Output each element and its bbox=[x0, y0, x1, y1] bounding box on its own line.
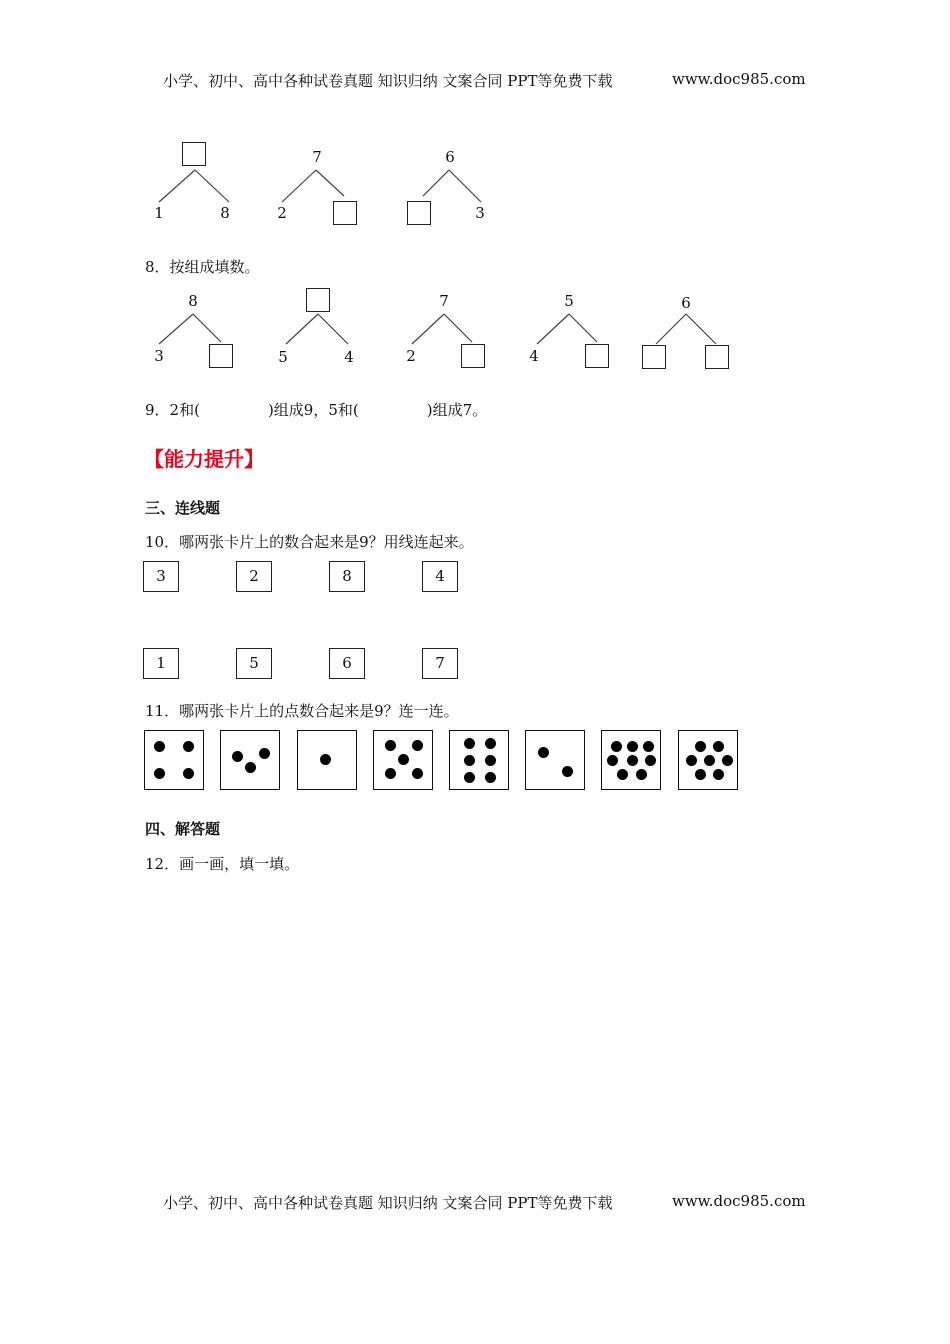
number-card[interactable]: 1 bbox=[143, 648, 179, 679]
answer-box[interactable] bbox=[333, 201, 357, 225]
dot bbox=[722, 755, 733, 766]
header-left-text: 小学、初中、高中各种试卷真题 知识归纳 文案合同 PPT等免费下载 bbox=[163, 72, 613, 90]
answer-box[interactable] bbox=[705, 345, 729, 369]
number-tree bbox=[403, 140, 503, 232]
question-12-label: 12．画一画，填一填。 bbox=[145, 855, 300, 873]
number-card[interactable]: 8 bbox=[329, 561, 365, 592]
dot-card[interactable] bbox=[373, 730, 433, 790]
dot bbox=[154, 768, 165, 779]
dot bbox=[385, 740, 396, 751]
tree-top-number: 5 bbox=[564, 292, 574, 310]
dot bbox=[464, 738, 475, 749]
footer-right-text: www.doc985.com bbox=[672, 1192, 806, 1210]
dot bbox=[562, 766, 573, 777]
dot-card[interactable] bbox=[297, 730, 357, 790]
dot bbox=[645, 755, 656, 766]
dot bbox=[183, 768, 194, 779]
number-card[interactable]: 4 bbox=[422, 561, 458, 592]
dot bbox=[412, 740, 423, 751]
tree-top-number: 8 bbox=[188, 292, 198, 310]
dot bbox=[713, 769, 724, 780]
dot bbox=[704, 755, 715, 766]
number-tree bbox=[400, 288, 500, 380]
answer-box[interactable] bbox=[209, 344, 233, 368]
dot bbox=[154, 741, 165, 752]
tree-left-number: 3 bbox=[154, 347, 164, 365]
answer-box[interactable] bbox=[461, 344, 485, 368]
number-card[interactable]: 2 bbox=[236, 561, 272, 592]
dot-card[interactable] bbox=[449, 730, 509, 790]
number-tree bbox=[523, 288, 623, 380]
dot bbox=[617, 769, 628, 780]
dot bbox=[232, 751, 243, 762]
q9-part1: 9．2和( bbox=[145, 401, 200, 419]
tree-right-number: 4 bbox=[344, 348, 354, 366]
question-10-label: 10．哪两张卡片上的数合起来是9？用线连起来。 bbox=[145, 533, 474, 551]
number-tree bbox=[147, 288, 247, 380]
dot bbox=[627, 755, 638, 766]
number-card[interactable]: 5 bbox=[236, 648, 272, 679]
dot bbox=[464, 755, 475, 766]
number-card[interactable]: 3 bbox=[143, 561, 179, 592]
dot-card[interactable] bbox=[220, 730, 280, 790]
question-9 bbox=[145, 399, 487, 420]
dot bbox=[695, 769, 706, 780]
dot-card[interactable] bbox=[678, 730, 738, 790]
tree-top-number: 7 bbox=[312, 148, 322, 166]
section-three-heading: 三、连线题 bbox=[145, 499, 221, 517]
dot bbox=[464, 772, 475, 783]
answer-box[interactable] bbox=[182, 142, 206, 166]
dot bbox=[643, 741, 654, 752]
q9-part2: )组成9，5和( bbox=[267, 401, 359, 419]
dot bbox=[713, 741, 724, 752]
dot bbox=[320, 754, 331, 765]
dot bbox=[398, 754, 409, 765]
dot bbox=[485, 738, 496, 749]
dot-card[interactable] bbox=[525, 730, 585, 790]
number-tree bbox=[270, 140, 370, 232]
tree-top-number: 6 bbox=[681, 294, 691, 312]
tree-left-number: 1 bbox=[154, 204, 164, 222]
answer-box[interactable] bbox=[642, 345, 666, 369]
section-ability-heading: 【能力提升】 bbox=[144, 447, 264, 471]
tree-left-number: 2 bbox=[277, 204, 287, 222]
dot bbox=[259, 748, 270, 759]
tree-left-number: 2 bbox=[406, 347, 416, 365]
answer-box[interactable] bbox=[407, 201, 431, 225]
tree-left-number: 4 bbox=[529, 347, 539, 365]
number-card[interactable]: 6 bbox=[329, 648, 365, 679]
dot bbox=[412, 768, 423, 779]
dot bbox=[686, 755, 697, 766]
number-tree bbox=[640, 288, 740, 380]
tree-left-number: 5 bbox=[278, 348, 288, 366]
dot-card[interactable] bbox=[144, 730, 204, 790]
dot bbox=[607, 755, 618, 766]
dot bbox=[385, 768, 396, 779]
question-8-label: 8．按组成填数。 bbox=[145, 258, 260, 276]
number-card[interactable]: 7 bbox=[422, 648, 458, 679]
tree-right-number: 3 bbox=[475, 204, 485, 222]
dot bbox=[627, 741, 638, 752]
number-tree bbox=[147, 140, 247, 232]
dot bbox=[245, 762, 256, 773]
dot bbox=[611, 741, 622, 752]
dot bbox=[538, 747, 549, 758]
tree-top-number: 7 bbox=[439, 292, 449, 310]
dot bbox=[636, 769, 647, 780]
answer-box[interactable] bbox=[306, 288, 330, 312]
answer-box[interactable] bbox=[585, 344, 609, 368]
dot bbox=[695, 741, 706, 752]
dot bbox=[485, 772, 496, 783]
dot-card[interactable] bbox=[601, 730, 661, 790]
number-tree bbox=[272, 288, 372, 380]
tree-top-number: 6 bbox=[445, 148, 455, 166]
dot bbox=[183, 741, 194, 752]
section-four-heading: 四、解答题 bbox=[145, 820, 221, 838]
question-11-label: 11．哪两张卡片上的点数合起来是9？连一连。 bbox=[145, 702, 459, 720]
header-right-text: www.doc985.com bbox=[672, 70, 806, 88]
tree-right-number: 8 bbox=[220, 204, 230, 222]
q9-part3: )组成7。 bbox=[426, 401, 488, 419]
dot bbox=[485, 755, 496, 766]
footer-left-text: 小学、初中、高中各种试卷真题 知识归纳 文案合同 PPT等免费下载 bbox=[163, 1194, 613, 1212]
